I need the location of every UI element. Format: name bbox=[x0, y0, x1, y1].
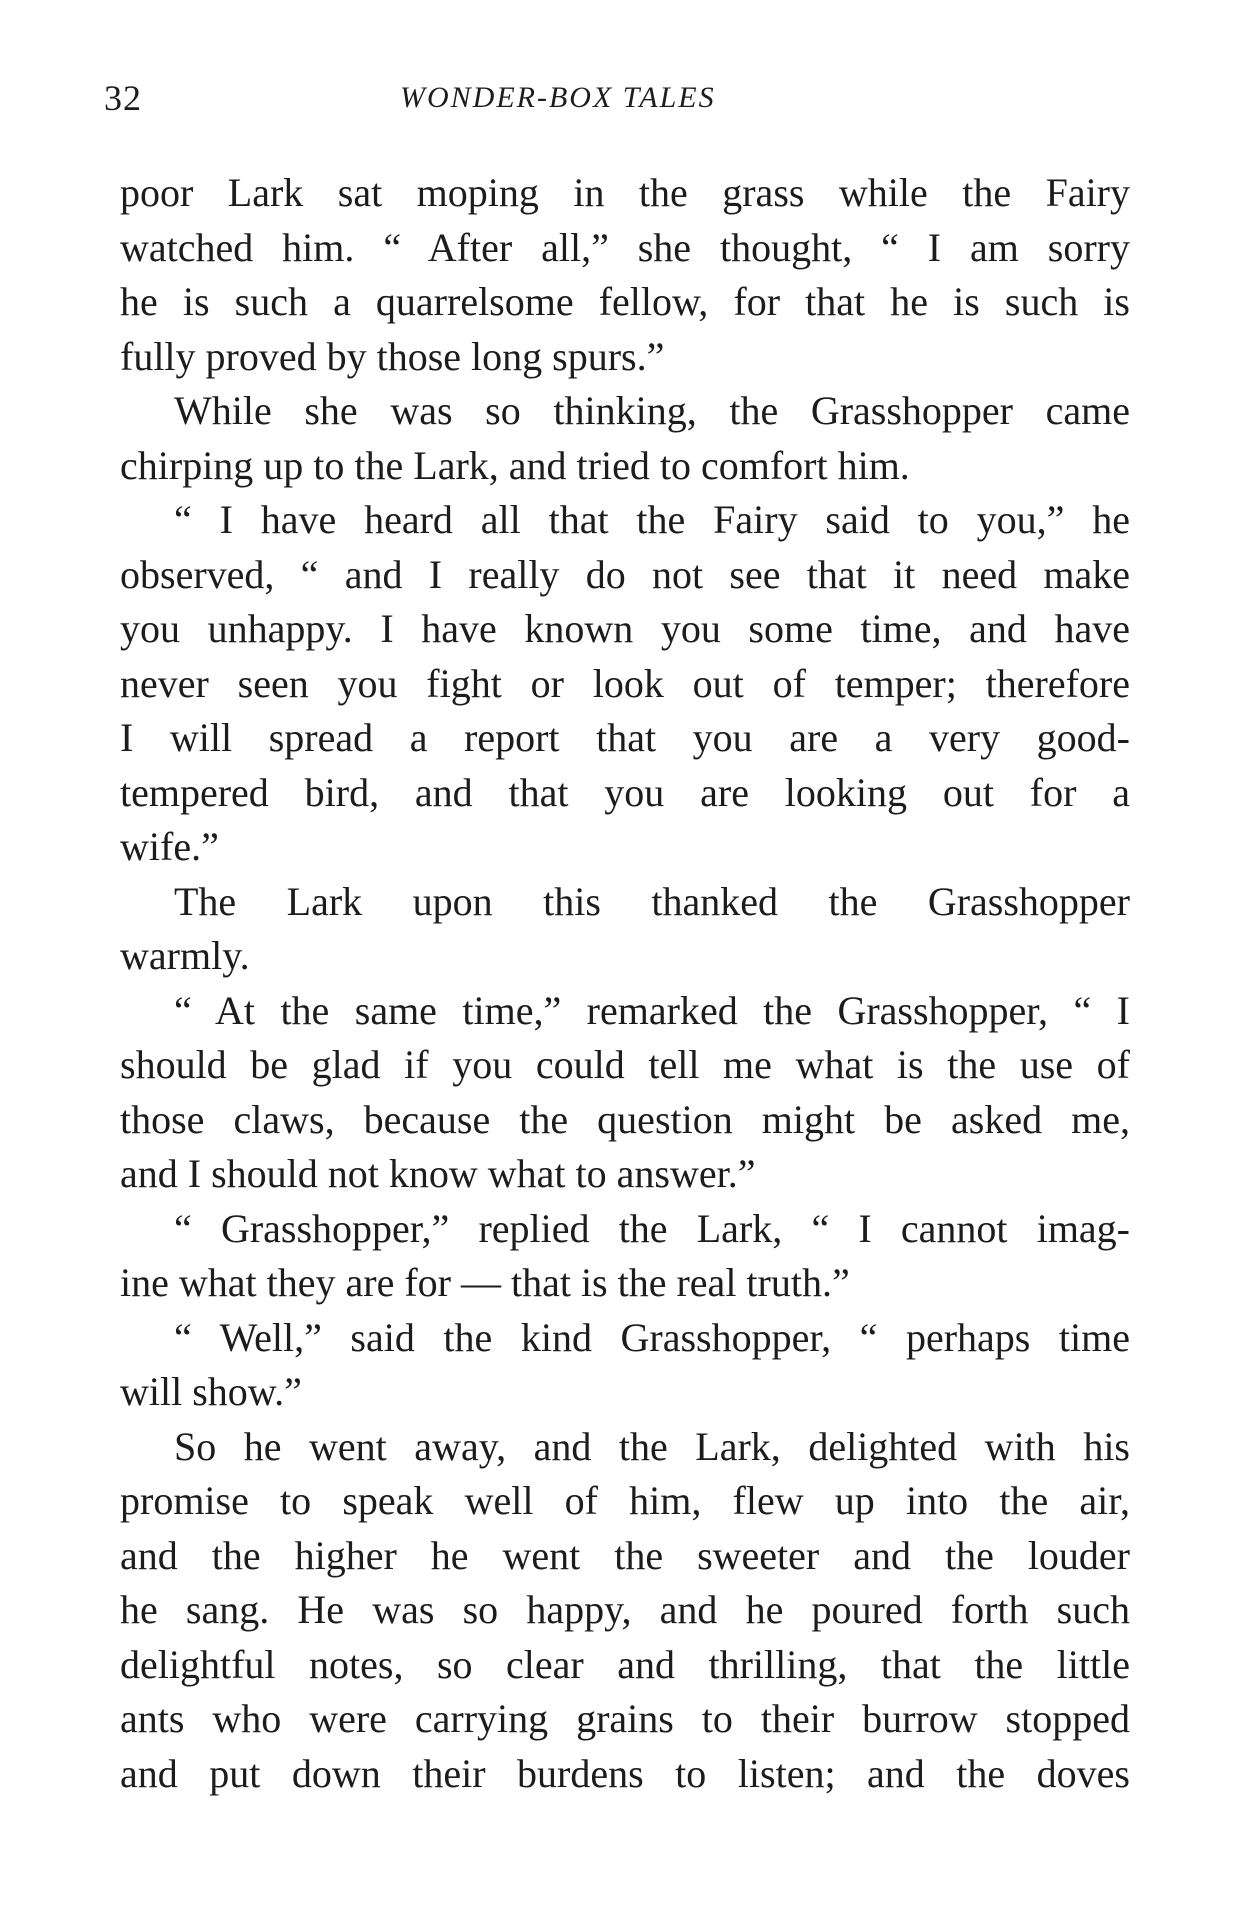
text-line: should be glad if you could tell me what is the use of bbox=[120, 1042, 1130, 1087]
text-line: ine what they are for — that is the real truth.” bbox=[120, 1260, 850, 1305]
text-line: tempered bird, and that you are looking out for a bbox=[120, 769, 1130, 815]
page-number: 32 bbox=[104, 78, 142, 118]
text-line: and the higher he went the sweeter and the louder bbox=[120, 1532, 1130, 1578]
text-line: ants who were carrying grains to their burrow stopped bbox=[120, 1696, 1130, 1741]
text-line: “ At the same time,” remarked the Grasshopper, “ I bbox=[174, 987, 1130, 1033]
text-line: promise to speak well of him, flew up into the air, bbox=[120, 1478, 1130, 1523]
text-line: delightful notes, so clear and thrilling, that the little bbox=[120, 1641, 1130, 1687]
text-line: “ Well,” said the kind Grasshopper, “ perhaps time bbox=[174, 1314, 1130, 1360]
text-line: “ I have heard all that the Fairy said to you,” he bbox=[174, 497, 1130, 542]
text-line: he is such a quarrelsome fellow, for that he is such is bbox=[120, 279, 1130, 324]
text-line: and put down their burdens to listen; and the doves bbox=[120, 1750, 1130, 1796]
text-line: you unhappy. I have known you some time, and have bbox=[120, 606, 1130, 651]
text-line: never seen you fight or look out of temper; therefore bbox=[120, 660, 1130, 706]
text-line: poor Lark sat moping in the grass while the Fairy bbox=[120, 170, 1130, 215]
text-line: “ Grasshopper,” replied the Lark, “ I cannot imag- bbox=[174, 1205, 1130, 1251]
text-line: and I should not know what to answer.” bbox=[120, 1151, 756, 1196]
text-line: fully proved by those long spurs.” bbox=[120, 333, 665, 379]
text-line: will show.” bbox=[120, 1369, 302, 1414]
text-line: warmly. bbox=[120, 933, 250, 978]
body-text bbox=[120, 166, 1130, 1801]
text-line: observed, “ and I really do not see that it need make bbox=[120, 551, 1130, 597]
text-line: those claws, because the question might be asked me, bbox=[120, 1096, 1130, 1142]
text-line: The Lark upon this thanked the Grasshopper bbox=[174, 878, 1130, 924]
text-line: chirping up to the Lark, and tried to comfort him. bbox=[120, 442, 910, 488]
text-line: While she was so thinking, the Grasshopper came bbox=[174, 388, 1130, 433]
text-line: wife.” bbox=[120, 824, 219, 869]
text-line: I will spread a report that you are a very good- bbox=[120, 715, 1130, 760]
text-line: watched him. “ After all,” she thought, “ I am sorry bbox=[120, 224, 1130, 270]
text-line: So he went away, and the Lark, delighted with his bbox=[174, 1423, 1130, 1469]
running-title: WONDER-BOX TALES bbox=[400, 81, 716, 114]
text-line: he sang. He was so happy, and he poured forth such bbox=[120, 1587, 1130, 1632]
